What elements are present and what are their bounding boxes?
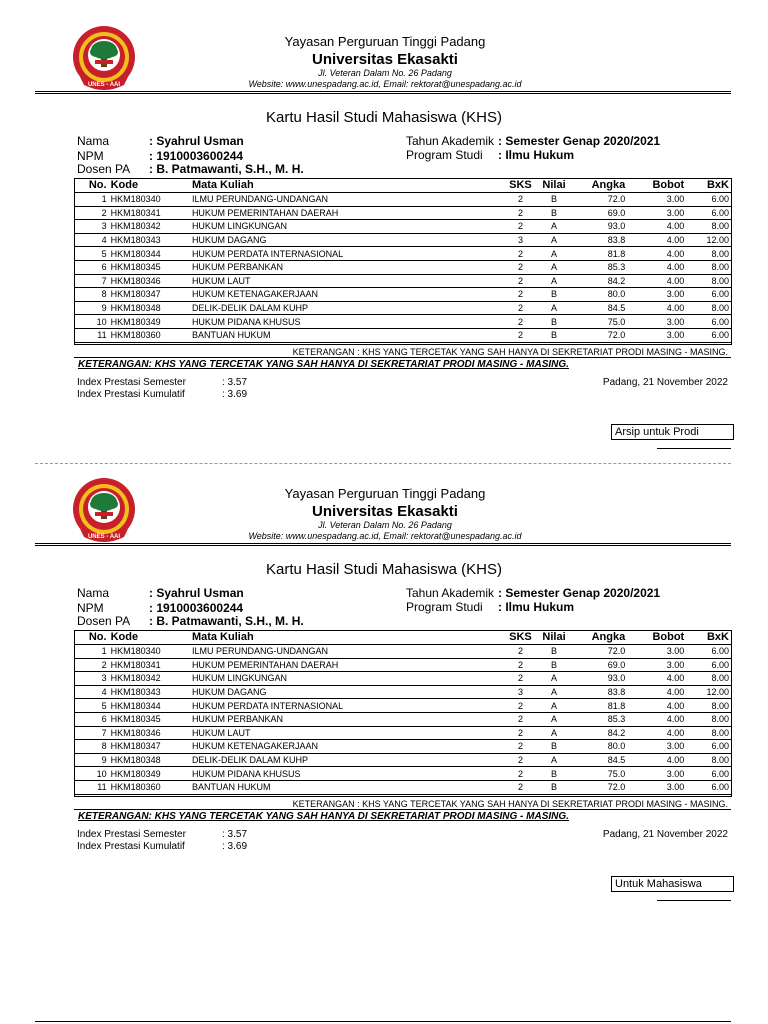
cell-no: 11: [74, 780, 109, 794]
cell-kode: HKM180360: [109, 328, 190, 342]
col-bxk-header: BxK: [686, 178, 731, 193]
col-sks-header: SKS: [503, 178, 538, 193]
cell-mata-kuliah: HUKUM LAUT: [190, 274, 503, 288]
cell-bxk: 8.00: [686, 753, 731, 767]
cell-nilai: B: [538, 288, 571, 302]
cell-sks: 2: [503, 780, 538, 794]
university-name: Universitas Ekasakti: [312, 503, 458, 520]
col-angka-header: Angka: [570, 630, 627, 645]
cell-bobot: 4.00: [627, 247, 686, 261]
cell-kode: HKM180345: [109, 712, 190, 726]
cell-kode: HKM180347: [109, 740, 190, 754]
dosen-label: Dosen PA: [77, 614, 131, 628]
tahun-akademik-value: : Semester Genap 2020/2021: [498, 134, 661, 148]
cell-bxk: 6.00: [686, 288, 731, 302]
col-nilai-header: Nilai: [538, 630, 571, 645]
cell-bobot: 4.00: [627, 672, 686, 686]
cell-no: 9: [74, 753, 109, 767]
cell-no: 10: [74, 315, 109, 329]
cell-bobot: 4.00: [627, 699, 686, 713]
cell-no: 7: [74, 274, 109, 288]
cell-bobot: 4.00: [627, 753, 686, 767]
cell-angka: 72.0: [570, 780, 627, 794]
cell-no: 11: [74, 328, 109, 342]
cell-angka: 81.8: [570, 699, 627, 713]
cell-no: 10: [74, 767, 109, 781]
cell-bxk: 8.00: [686, 220, 731, 234]
col-no-header: No.: [74, 178, 109, 193]
cell-angka: 84.2: [570, 274, 627, 288]
cell-sks: 2: [503, 193, 538, 207]
university-website: Website: www.unespadang.ac.id, Email: rektorat@unespadang.ac.id: [248, 531, 522, 541]
npm-value: : 1910003600244: [149, 149, 244, 163]
tahun-akademik-label: Tahun Akademik: [406, 134, 495, 148]
cell-bobot: 3.00: [627, 767, 686, 781]
cell-nilai: B: [538, 740, 571, 754]
tahun-akademik-value: : Semester Genap 2020/2021: [498, 586, 661, 600]
university-name: Universitas Ekasakti: [312, 51, 458, 68]
cell-bxk: 8.00: [686, 699, 731, 713]
header-rule: [35, 93, 731, 94]
cell-bxk: 8.00: [686, 672, 731, 686]
cell-no: 5: [74, 247, 109, 261]
col-kode-header: Kode: [109, 630, 190, 645]
cell-angka: 81.8: [570, 247, 627, 261]
npm-label: NPM: [77, 601, 104, 615]
cell-mata-kuliah: ILMU PERUNDANG-UNDANGAN: [190, 645, 503, 659]
cell-angka: 69.0: [570, 206, 627, 220]
cell-angka: 75.0: [570, 767, 627, 781]
cell-no: 5: [74, 699, 109, 713]
cell-angka: 85.3: [570, 260, 627, 274]
cell-mata-kuliah: HUKUM PIDANA KHUSUS: [190, 315, 503, 329]
cell-mata-kuliah: HUKUM PERDATA INTERNASIONAL: [190, 699, 503, 713]
cell-sks: 2: [503, 328, 538, 342]
cell-no: 4: [74, 233, 109, 247]
cell-kode: HKM180343: [109, 233, 190, 247]
grades-table-frame: [74, 630, 732, 797]
keterangan-rule: [74, 809, 731, 810]
col-sks-header: SKS: [503, 630, 538, 645]
keterangan-rule: [74, 357, 731, 358]
cell-bobot: 3.00: [627, 328, 686, 342]
signature-line: [657, 900, 731, 901]
keterangan-note: KETERANGAN : KHS YANG TERCETAK YANG SAH HANYA DI SEKRETARIAT PRODI MASING - MASING.: [292, 799, 728, 809]
cell-angka: 84.5: [570, 301, 627, 315]
cell-nilai: A: [538, 260, 571, 274]
cell-angka: 85.3: [570, 712, 627, 726]
cell-nilai: B: [538, 315, 571, 329]
cell-nilai: A: [538, 301, 571, 315]
cell-sks: 2: [503, 658, 538, 672]
cell-no: 3: [74, 220, 109, 234]
cell-nilai: B: [538, 206, 571, 220]
header-rule: [35, 543, 731, 544]
cell-sks: 3: [503, 685, 538, 699]
cell-bobot: 4.00: [627, 260, 686, 274]
signature-line: [657, 448, 731, 449]
cell-no: 7: [74, 726, 109, 740]
cell-sks: 2: [503, 247, 538, 261]
cell-bobot: 4.00: [627, 233, 686, 247]
cell-sks: 2: [503, 220, 538, 234]
grades-table-frame: [74, 178, 732, 345]
signature-date: Padang, 21 November 2022: [602, 829, 728, 840]
cell-bobot: 3.00: [627, 740, 686, 754]
cell-sks: 2: [503, 288, 538, 302]
cell-bxk: 8.00: [686, 274, 731, 288]
cell-sks: 2: [503, 726, 538, 740]
cell-sks: 2: [503, 274, 538, 288]
col-mata-kuliah-header: Mata Kuliah: [190, 178, 503, 193]
cell-bobot: 4.00: [627, 274, 686, 288]
ipk-label: Index Prestasi Kumulatif: [77, 841, 185, 852]
document-title: Kartu Hasil Studi Mahasiswa (KHS): [266, 561, 502, 578]
ips-label: Index Prestasi Semester: [77, 377, 186, 388]
cell-bobot: 3.00: [627, 193, 686, 207]
cell-no: 8: [74, 288, 109, 302]
cell-sks: 2: [503, 206, 538, 220]
logo-lettering: UNES - AAI: [87, 82, 121, 88]
page-bottom-rule: [35, 1021, 731, 1022]
cell-nilai: B: [538, 767, 571, 781]
cell-bobot: 4.00: [627, 726, 686, 740]
cell-bxk: 6.00: [686, 767, 731, 781]
cell-kode: HKM180347: [109, 288, 190, 302]
cell-mata-kuliah: HUKUM PERBANKAN: [190, 712, 503, 726]
ips-label: Index Prestasi Semester: [77, 829, 186, 840]
cell-bxk: 6.00: [686, 740, 731, 754]
cell-mata-kuliah: HUKUM LINGKUNGAN: [190, 220, 503, 234]
col-kode-header: Kode: [109, 178, 190, 193]
cell-angka: 80.0: [570, 740, 627, 754]
program-studi-value: : Ilmu Hukum: [498, 600, 575, 614]
cell-mata-kuliah: BANTUAN HUKUM: [190, 780, 503, 794]
foundation-name: Yayasan Perguruan Tinggi Padang: [284, 34, 486, 49]
tahun-akademik-label: Tahun Akademik: [406, 586, 495, 600]
cell-mata-kuliah: ILMU PERUNDANG-UNDANGAN: [190, 193, 503, 207]
keterangan-warning: KETERANGAN: KHS YANG TERCETAK YANG SAH HANYA DI SEKRETARIAT PRODI MASING - MASING.: [78, 811, 569, 822]
cell-mata-kuliah: HUKUM PERDATA INTERNASIONAL: [190, 247, 503, 261]
cell-nilai: B: [538, 193, 571, 207]
npm-value: : 1910003600244: [149, 601, 244, 615]
cell-mata-kuliah: HUKUM LINGKUNGAN: [190, 672, 503, 686]
cell-mata-kuliah: HUKUM LAUT: [190, 726, 503, 740]
cell-kode: HKM180349: [109, 315, 190, 329]
cell-nilai: A: [538, 233, 571, 247]
cell-kode: HKM180344: [109, 699, 190, 713]
cell-bxk: 8.00: [686, 247, 731, 261]
cell-bxk: 8.00: [686, 712, 731, 726]
cell-no: 6: [74, 260, 109, 274]
cell-mata-kuliah: HUKUM PEMERINTAHAN DAERAH: [190, 658, 503, 672]
cell-mata-kuliah: HUKUM KETENAGAKERJAAN: [190, 288, 503, 302]
cell-bobot: 3.00: [627, 780, 686, 794]
cell-bobot: 3.00: [627, 645, 686, 659]
cell-kode: HKM180341: [109, 658, 190, 672]
ips-value: : 3.57: [222, 377, 248, 388]
nama-label: Nama: [77, 134, 110, 148]
cell-bobot: 4.00: [627, 301, 686, 315]
cell-bxk: 6.00: [686, 328, 731, 342]
cell-bxk: 8.00: [686, 260, 731, 274]
cell-bobot: 4.00: [627, 685, 686, 699]
university-address: Jl. Veteran Dalam No. 26 Padang: [318, 68, 452, 78]
cell-mata-kuliah: HUKUM PERBANKAN: [190, 260, 503, 274]
cell-nilai: A: [538, 672, 571, 686]
cell-angka: 83.8: [570, 233, 627, 247]
cut-line: [35, 463, 731, 464]
cell-nilai: A: [538, 685, 571, 699]
cell-bobot: 3.00: [627, 315, 686, 329]
cell-sks: 2: [503, 767, 538, 781]
col-bxk-header: BxK: [686, 630, 731, 645]
signature-date: Padang, 21 November 2022: [602, 377, 728, 388]
program-studi-label: Program Studi: [406, 600, 483, 614]
nama-value: : Syahrul Usman: [149, 134, 244, 148]
cell-nilai: A: [538, 274, 571, 288]
cell-angka: 93.0: [570, 672, 627, 686]
cell-nilai: A: [538, 712, 571, 726]
cell-kode: HKM180340: [109, 193, 190, 207]
cell-sks: 2: [503, 753, 538, 767]
cell-kode: HKM180344: [109, 247, 190, 261]
cell-bobot: 3.00: [627, 288, 686, 302]
cell-kode: HKM180341: [109, 206, 190, 220]
cell-no: 2: [74, 206, 109, 220]
copy-label-box: Untuk Mahasiswa: [611, 876, 734, 892]
cell-sks: 2: [503, 260, 538, 274]
cell-bxk: 6.00: [686, 645, 731, 659]
cell-bxk: 8.00: [686, 301, 731, 315]
cell-nilai: A: [538, 699, 571, 713]
dosen-value: : B. Patmawanti, S.H., M. H.: [149, 614, 304, 628]
col-no-header: No.: [74, 630, 109, 645]
cell-no: 8: [74, 740, 109, 754]
keterangan-warning: KETERANGAN: KHS YANG TERCETAK YANG SAH HANYA DI SEKRETARIAT PRODI MASING - MASING.: [78, 359, 569, 370]
cell-bobot: 3.00: [627, 206, 686, 220]
cell-angka: 72.0: [570, 193, 627, 207]
cell-angka: 93.0: [570, 220, 627, 234]
cell-bxk: 6.00: [686, 193, 731, 207]
cell-mata-kuliah: HUKUM DAGANG: [190, 685, 503, 699]
ipk-value: : 3.69: [222, 389, 248, 400]
cell-sks: 2: [503, 740, 538, 754]
cell-kode: HKM180342: [109, 220, 190, 234]
cell-kode: HKM180346: [109, 726, 190, 740]
nama-label: Nama: [77, 586, 110, 600]
cell-sks: 2: [503, 699, 538, 713]
cell-mata-kuliah: HUKUM DAGANG: [190, 233, 503, 247]
ips-value: : 3.57: [222, 829, 248, 840]
cell-nilai: A: [538, 247, 571, 261]
cell-no: 6: [74, 712, 109, 726]
cell-angka: 72.0: [570, 328, 627, 342]
cell-bxk: 6.00: [686, 315, 731, 329]
cell-bxk: 12.00: [686, 233, 731, 247]
cell-no: 3: [74, 672, 109, 686]
keterangan-note: KETERANGAN : KHS YANG TERCETAK YANG SAH HANYA DI SEKRETARIAT PRODI MASING - MASING.: [292, 347, 728, 357]
cell-bobot: 3.00: [627, 658, 686, 672]
cell-kode: HKM180345: [109, 260, 190, 274]
cell-bobot: 4.00: [627, 712, 686, 726]
cell-kode: HKM180348: [109, 301, 190, 315]
cell-sks: 2: [503, 645, 538, 659]
cell-mata-kuliah: HUKUM KETENAGAKERJAAN: [190, 740, 503, 754]
cell-angka: 80.0: [570, 288, 627, 302]
npm-label: NPM: [77, 149, 104, 163]
program-studi-label: Program Studi: [406, 148, 483, 162]
cell-angka: 84.5: [570, 753, 627, 767]
cell-mata-kuliah: BANTUAN HUKUM: [190, 328, 503, 342]
cell-sks: 3: [503, 233, 538, 247]
header-rule: [35, 91, 731, 92]
foundation-name: Yayasan Perguruan Tinggi Padang: [284, 486, 486, 501]
university-logo-icon: [70, 25, 138, 91]
cell-mata-kuliah: DELIK-DELIK DALAM KUHP: [190, 301, 503, 315]
ipk-value: : 3.69: [222, 841, 248, 852]
cell-nilai: B: [538, 328, 571, 342]
khs-card-2: [0, 452, 768, 902]
copy-label-box: Arsip untuk Prodi: [611, 424, 734, 440]
col-mata-kuliah-header: Mata Kuliah: [190, 630, 503, 645]
cell-kode: HKM180349: [109, 767, 190, 781]
col-bobot-header: Bobot: [627, 178, 686, 193]
document-title: Kartu Hasil Studi Mahasiswa (KHS): [266, 109, 502, 126]
cell-angka: 83.8: [570, 685, 627, 699]
col-bobot-header: Bobot: [627, 630, 686, 645]
logo-lettering: UNES - AAI: [87, 534, 121, 540]
cell-no: 4: [74, 685, 109, 699]
cell-angka: 72.0: [570, 645, 627, 659]
university-logo-icon: [70, 477, 138, 543]
cell-kode: HKM180346: [109, 274, 190, 288]
cell-bxk: 6.00: [686, 780, 731, 794]
khs-card-1: [0, 0, 768, 450]
nama-value: : Syahrul Usman: [149, 586, 244, 600]
cell-bxk: 8.00: [686, 726, 731, 740]
cell-no: 1: [74, 645, 109, 659]
cell-kode: HKM180343: [109, 685, 190, 699]
cell-angka: 75.0: [570, 315, 627, 329]
cell-sks: 2: [503, 672, 538, 686]
cell-bxk: 6.00: [686, 206, 731, 220]
cell-nilai: A: [538, 726, 571, 740]
cell-mata-kuliah: DELIK-DELIK DALAM KUHP: [190, 753, 503, 767]
program-studi-value: : Ilmu Hukum: [498, 148, 575, 162]
cell-nilai: B: [538, 658, 571, 672]
cell-angka: 69.0: [570, 658, 627, 672]
col-nilai-header: Nilai: [538, 178, 571, 193]
cell-nilai: B: [538, 780, 571, 794]
dosen-label: Dosen PA: [77, 162, 131, 176]
cell-no: 9: [74, 301, 109, 315]
cell-mata-kuliah: HUKUM PEMERINTAHAN DAERAH: [190, 206, 503, 220]
university-website: Website: www.unespadang.ac.id, Email: rektorat@unespadang.ac.id: [248, 79, 522, 89]
cell-bobot: 4.00: [627, 220, 686, 234]
cell-nilai: A: [538, 753, 571, 767]
cell-bxk: 6.00: [686, 658, 731, 672]
cell-kode: HKM180348: [109, 753, 190, 767]
dosen-value: : B. Patmawanti, S.H., M. H.: [149, 162, 304, 176]
cell-nilai: B: [538, 645, 571, 659]
cell-no: 1: [74, 193, 109, 207]
cell-bxk: 12.00: [686, 685, 731, 699]
cell-angka: 84.2: [570, 726, 627, 740]
cell-nilai: A: [538, 220, 571, 234]
cell-kode: HKM180340: [109, 645, 190, 659]
cell-kode: HKM180360: [109, 780, 190, 794]
cell-sks: 2: [503, 315, 538, 329]
cell-sks: 2: [503, 301, 538, 315]
cell-kode: HKM180342: [109, 672, 190, 686]
university-address: Jl. Veteran Dalam No. 26 Padang: [318, 520, 452, 530]
ipk-label: Index Prestasi Kumulatif: [77, 389, 185, 400]
header-rule: [35, 545, 731, 546]
cell-mata-kuliah: HUKUM PIDANA KHUSUS: [190, 767, 503, 781]
cell-sks: 2: [503, 712, 538, 726]
col-angka-header: Angka: [570, 178, 627, 193]
cell-no: 2: [74, 658, 109, 672]
